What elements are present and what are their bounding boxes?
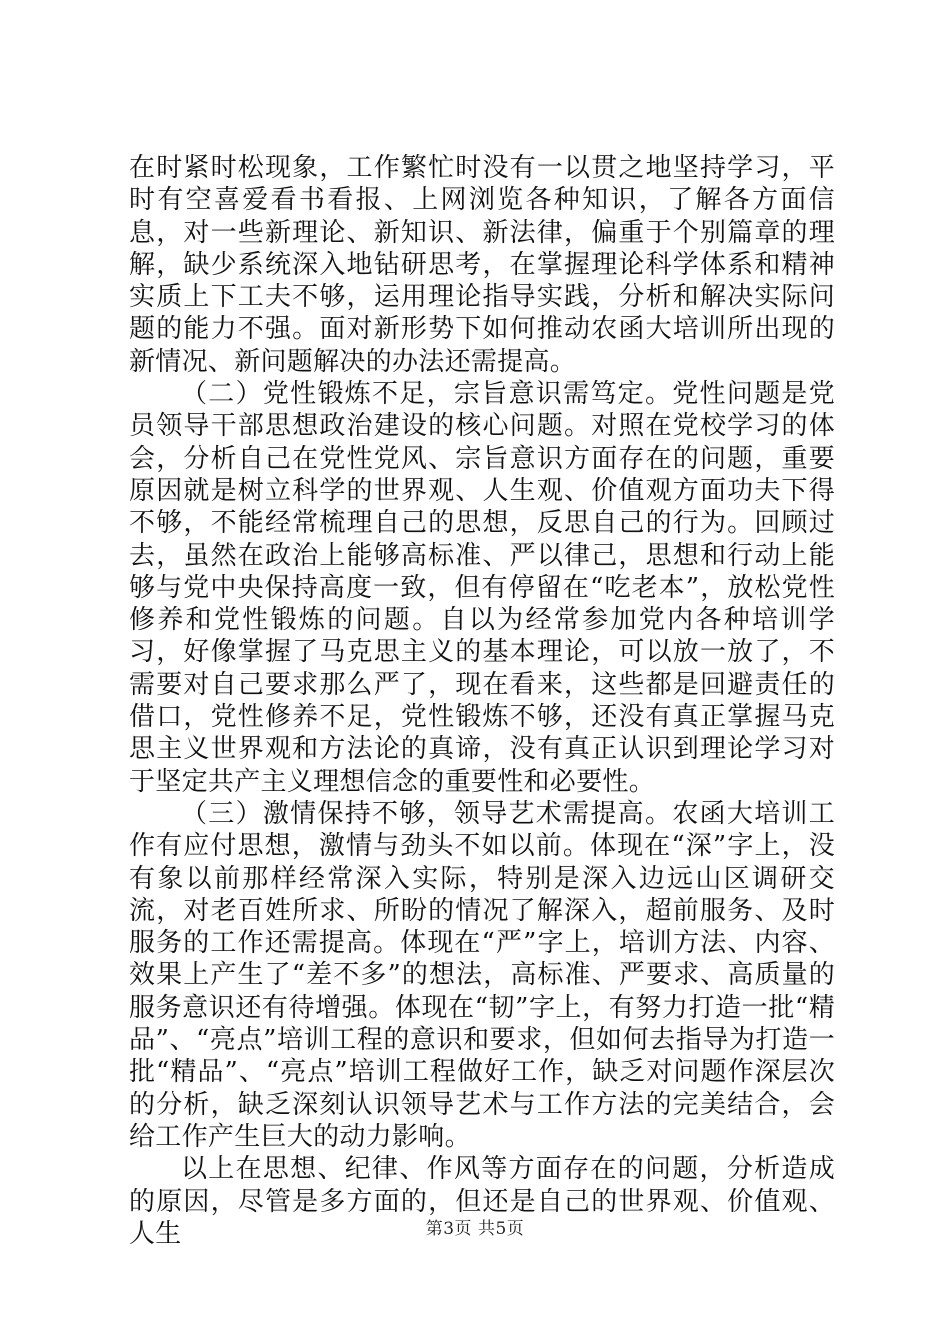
page-number-footer: 第3页 共5页 [425, 1219, 525, 1239]
paragraph-section-two: （二）党性锻炼不足，宗旨意识需笃定。党性问题是党员领导干部思想政治建设的核心问题。对照在党校学习的体会，分析自己在党性党风、宗旨意识方面存在的问题，重要原因就是树立科学的世界观、人生观、价值观方面功夫下得不够，不能经常梳理自己的思想，反思自己的行为。回顾过去，虽然在政治上能够高标准、严以律己，思想和行动上能够与党中央保持高度一致，但有停留在“吃老本”，放松党性修养和党性锻炼的问题。自以为经常参加党内各种培训学习，好像掌握了马克思主义的基本理论，可以放一放了，不需要对自己要求那么严了，现在看来，这些都是回避责任的借口，党性修养不足，党性锻炼不够，还没有真正掌握马克思主义世界观和方法论的真谛，没有真正认识到理论学习对于坚定共产主义理想信念的重要性和必要性。 [129, 379, 835, 797]
paragraph-summary: 以上在思想、纪律、作风等方面存在的问题，分析造成的原因，尽管是多方面的，但还是自己的世界观、价值观、人生 [129, 1154, 835, 1249]
document-body [129, 152, 835, 1250]
paragraph-section-three: （三）激情保持不够，领导艺术需提高。农函大培训工作有应付思想，激情与劲头不如以前。体现在“深”字上，没有象以前那样经常深入实际，特别是深入边远山区调研交流，对老百姓所求、所盼的情况了解深入，超前服务、及时服务的工作还需提高。体现在“严”字上，培训方法、内容、效果上产生了“差不多”的想法，高标准、严要求、高质量的服务意识还有待增强。体现在“韧”字上，有努力打造一批“精品”、“亮点”培训工程的意识和要求，但如何去指导为打造一批“精品”、“亮点”培训工程做好工作，缺乏对问题作深层次的分析，缺乏深刻认识领导艺术与工作方法的完美结合，会给工作产生巨大的动力影响。 [129, 798, 835, 1152]
paragraph-continuation: 在时紧时松现象，工作繁忙时没有一以贯之地坚持学习，平时有空喜爱看书看报、上网浏览各种知识，了解各方面信息，对一些新理论、新知识、新法律，偏重于个别篇章的理解，缺少系统深入地钻研思考，在掌握理论科学体系和精神实质上下工夫不够，运用理论指导实践，分析和解决实际问题的能力不强。面对新形势下如何推动农函大培训所出现的新情况、新问题解决的办法还需提高。 [129, 153, 835, 377]
